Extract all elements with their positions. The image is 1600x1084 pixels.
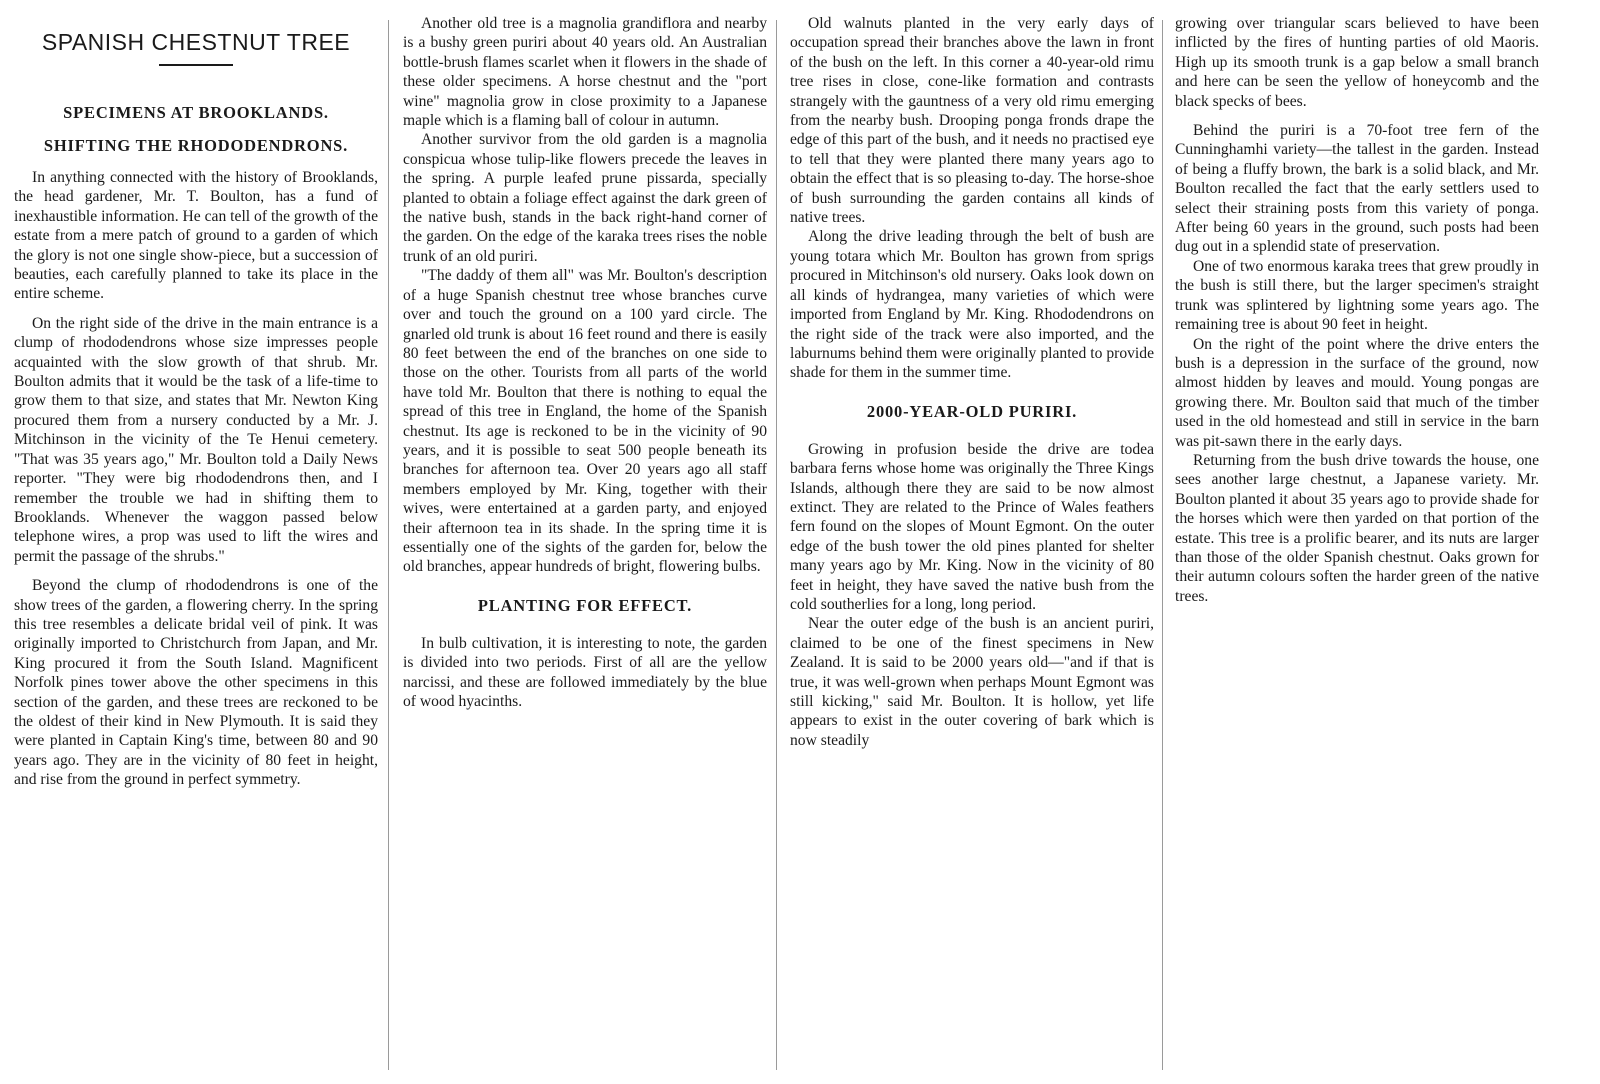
article-paragraph: Another survivor from the old garden is a magnolia conspicua whose tulip-like flowers precede the leaves in the spring. A purple leafed prune pissarda, specially planted to obtain a foliage effect against the dark green of the native bush, stands in the back right-hand corner of the garden. On the edge of the karaka trees rises the noble trunk of an old puriri. [403,131,767,265]
article-paragraph: "The daddy of them all" was Mr. Boulton's description of a huge Spanish chestnut tree whose branches curve over and touch the ground on a 100 yard circle. The gnarled old trunk is about 16 feet round and there is easily 80 feet between the end of the branches on one side to those on the other. Tourists from all parts of the world have told Mr. Boulton that there is nothing to equal the spread of this tree in England, the home of the Spanish chestnut. Its age is reckoned to be in the vicinity of 90 years, and it is possible to seat 500 people beneath its branches for afternoon tea. Over 20 years ago all staff members employed by Mr. King, together with their wives, were entertained at a garden party, and enjoyed their afternoon tea in its shade. In the spring time it is essentially one of the sights of the garden for, below the old branches, appear hundreds of bright, flowering bulbs. [403,267,767,576]
column-rule [1162,20,1163,1070]
article-paragraph: Beyond the clump of rhododendrons is one of the show trees of the garden, a flowering cherry. In the spring this tree resembles a delicate bridal veil of pink. It was originally imported to Christchurch from Japan, and Mr. King procured it from the South Island. Magnificent Norfolk pines tower above the other specimens in this section of the garden, and these trees are reckoned to be the oldest of their kind in New Plymouth. It is said they were planted in Captain King's time, between 80 and 90 years ago. They are in the vicinity of 80 feet in height, and rise from the ground in perfect symmetry. [14,577,378,789]
article-paragraph: Growing in profusion beside the drive are todea barbara ferns whose home was originally the Three Kings Islands, although there they are said to be now almost extinct. They are related to the Prince of Wales feathers fern found on the slopes of Mount Egmont. On the outer edge of the bush tower the old pines planted for shelter many years ago by Mr. King. Now in the vicinity of 80 feet in height, they have saved the native bush from the cold southerlies for a long, long period. [790,440,1154,613]
column-rule [388,20,389,1070]
article-subheading: SPECIMENS AT BROOKLANDS. [63,103,329,122]
article-paragraph: On the right side of the drive in the main entrance is a clump of rhododendrons whose size impresses people acquainted with the slow growth of that shrub. Mr. Boulton admits that it would be the task of a life-time to grow them to that size, and states that Mr. Newton King procured them from a nursery conducted by a Mr. J. Mitchinson in the vicinity of the Te Henui cemetery. "That was 35 years ago," Mr. Boulton told a Daily News reporter. "They were big rhododendrons then, and I remember the trouble we had in shifting them to Brooklands. Whenever the waggon passed below telephone wires, a prop was used to lift the wires and permit the passage of the shrubs." [14,314,378,565]
article-paragraph: In anything connected with the history of Brooklands, the head gardener, Mr. T. Boulton, has a fund of inexhaustible information. He can tell of the growth of the estate from a mere patch of ground to a garden of which the glory is not one single show-piece, but a succession of beauties, each carefully planned to take its place in the entire scheme. [14,169,378,303]
article-paragraph: Another old tree is a magnolia grandiflora and nearby is a bushy green puriri about 40 years old. An Australian bottle-brush flames scarlet when it flowers in the shade of these older specimens. A horse chestnut and the "port wine" magnolia grow in close proximity to a Japanese maple which is a flaming ball of colour in autumn. [403,15,767,130]
article-paragraph: One of two enormous karaka trees that grew proudly in the bush is still there, but the larger specimen's straight trunk was splintered by lightning some years ago. The remaining tree is about 90 feet in height. [1175,257,1539,334]
column-rule [776,20,777,1070]
article-paragraph: In bulb cultivation, it is interesting to note, the garden is divided into two periods. First of all are the yellow narcissi, and these are followed immediately by the blue of wood hyacinths. [403,634,767,710]
article-paragraph: On the right of the point where the drive enters the bush is a depression in the surface of the ground, now almost hidden by leaves and mould. Young pongas are growing there. Mr. Boulton said that much of the timber used in the old homestead and still in service in the barn was pit-sawn there in the early days. [1175,335,1539,450]
article-paragraph: Behind the puriri is a 70-foot tree fern of the Cunninghamhi variety—the tallest in the garden. Instead of being a fluffy brown, the bark is a solid black, and Mr. Boulton recalled the fact that the early settlers used to select their straining posts from this variety of ponga. After being 60 years in the ground, such posts had been dug out in a splendid state of preservation. [1175,122,1539,256]
section-heading: 2000-YEAR-OLD PURIRI. [866,401,1078,421]
article-column-4 [1175,14,1539,1082]
article-paragraph: Along the drive leading through the belt of bush are young totara which Mr. Boulton has grown from sprigs procured in Mitchinson's old nursery. Oaks look down on all kinds of hydrangea, many varieties of which were imported from England by Mr. King. Rhododendrons on the right side of the track were also imported, and the laburnums behind them were originally planted to provide shade for them in the summer time. [790,228,1154,382]
article-headline: SPANISH CHESTNUT TREE [41,29,351,55]
section-heading: PLANTING FOR EFFECT. [477,595,693,615]
article-paragraph: Returning from the bush drive towards the house, one sees another large chestnut, a Japanese variety. Mr. Boulton planted it about 35 years ago to provide shade for the horses which were then yarded on that portion of the estate. This tree is a prolific bearer, and its nuts are larger than those of the older Spanish chestnut. Oaks grown for their autumn colours soften the harder green of the native trees. [1175,451,1539,605]
article-subheading: SHIFTING THE RHODODENDRONS. [43,136,349,155]
article-column-2 [403,14,767,1082]
article-column-1 [14,14,378,1082]
article-paragraph: Old walnuts planted in the very early days of occupation spread their branches above the lawn in front of the bush on the left. In this corner a 40-year-old rimu tree rises in close, cone-like formation and contrasts strangely with the gauntness of a very old rimu emerging from the nearby bush. Drooping ponga fronds drape the edge of this part of the bush, and it needs no practised eye to tell that they were planted there many years ago to obtain the effect that is so pleasing to-day. The horse-shoe of bush surrounding the garden contains all kinds of native trees. [790,15,1154,227]
headline-divider [159,64,233,66]
article-paragraph: Near the outer edge of the bush is an ancient puriri, claimed to be one of the finest specimens in New Zealand. It is said to be 2000 years old—"and if that is true, it was well-grown when perhaps Mount Egmont was still kicking," said Mr. Boulton. It is hollow, yet life appears to exist in the outer covering of bark which is now steadily [790,615,1154,749]
article-paragraph: growing over triangular scars believed to have been inflicted by the fires of hunting parties of old Maoris. High up its smooth trunk is a gap below a small branch and here can be seen the yellow of honeycomb and the black specks of bees. [1175,15,1539,110]
article-column-3 [790,14,1154,1082]
